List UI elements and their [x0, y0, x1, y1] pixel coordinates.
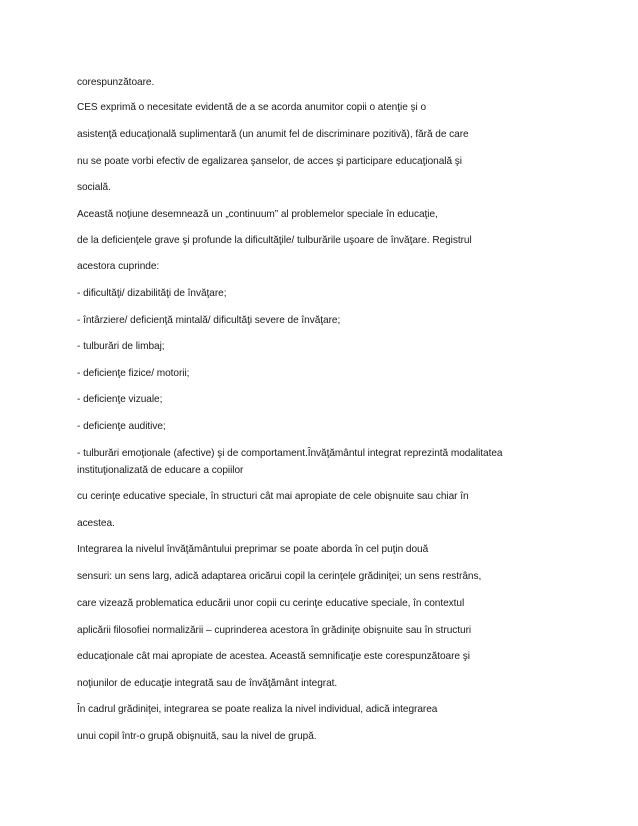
list-item: - tulburări emoţionale (afective) şi de comportament.Învăţământul integrat reprezintă modalitatea instituţionalizată de educare a copiilor	[77, 448, 503, 476]
text-line: noţiunilor de educaţie integrată sau de învăţământ integrat.	[77, 678, 338, 689]
text-line: unui copil într-o grupă obişnuită, sau la nivel de grupă.	[77, 731, 317, 742]
text-line: de la deficienţele grave şi profunde la dificultăţile/ tulburările uşoare de învăţare. Registrul	[77, 235, 472, 246]
text-line: corespunzătoare.	[77, 77, 155, 88]
list-item: - tulburări de limbaj;	[77, 341, 165, 352]
text-line: aplicării filosofiei normalizării – cuprinderea acestora în grădiniţe obişnuite sau în structuri	[77, 625, 472, 636]
text-line: Această noţiune desemnează un „continuum” al problemelor speciale în educaţie,	[77, 209, 438, 220]
text-line: asistenţă educaţională suplimentară (un anumit fel de discriminare pozitivă), fără de care	[77, 129, 469, 140]
list-item: - întârziere/ deficienţă mintală/ dificultăţi severe de învăţare;	[77, 315, 341, 326]
text-line: socială.	[77, 182, 111, 193]
list-item: - deficienţe fizice/ motorii;	[77, 368, 190, 379]
text-line: care vizează problematica educării unor copii cu cerinţe educative speciale, în contextul	[77, 598, 465, 609]
list-item: - dificultăţi/ dizabilităţi de învăţare;	[77, 288, 227, 299]
text-line: CES exprimă o necesitate evidentă de a se acorda anumitor copii o atenţie şi o	[77, 102, 427, 113]
text-line: cu cerinţe educative speciale, în structuri cât mai apropiate de cele obişnuite sau chiar în	[77, 491, 469, 502]
text-line: nu se poate vorbi efectiv de egalizarea şanselor, de acces şi participare educaţională şi	[77, 156, 462, 167]
text-line: În cadrul grădiniţei, integrarea se poate realiza la nivel individual, adică integrarea	[77, 704, 438, 715]
text-line: acestea.	[77, 518, 115, 529]
text-line: acestora cuprinde:	[77, 261, 160, 272]
text-line: sensuri: un sens larg, adică adaptarea oricărui copil la cerinţele grădiniţei; un sens restrâns,	[77, 571, 482, 582]
list-item: - deficienţe auditive;	[77, 421, 166, 432]
text-line: Integrarea la nivelul învăţământului preprimar se poate aborda în cel puţin două	[77, 544, 429, 555]
text-line: educaţionale cât mai apropiate de acestea. Această semnificaţie este corespunzătoare şi	[77, 651, 470, 662]
list-item: - deficienţe vizuale;	[77, 394, 163, 405]
